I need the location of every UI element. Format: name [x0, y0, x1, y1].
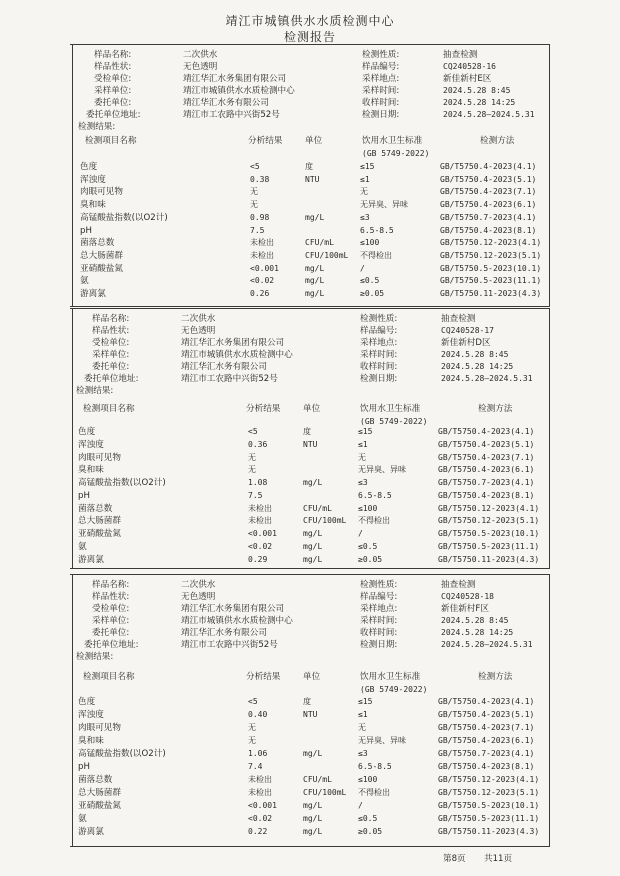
label-client-address: 委托单位地址:	[84, 640, 139, 650]
col-header-item: 检测项目名称	[85, 136, 137, 146]
row-item: 高锰酸盐指数(以O2计)	[78, 749, 166, 759]
label-sampling-time: 采样时间:	[360, 616, 398, 626]
row-unit: mg/L	[303, 478, 323, 487]
row-result: 0.98	[250, 213, 270, 222]
label-sample-name: 样品名称:	[92, 314, 130, 324]
value-test-date: 2024.5.28—2024.5.31	[441, 374, 533, 383]
label-sampling-unit: 采样单位:	[92, 616, 130, 626]
label-sampling-site: 采样地点:	[360, 338, 398, 348]
label-sample-props: 样品性状:	[94, 62, 132, 72]
row-result: 0.29	[248, 555, 268, 564]
row-item: pH	[78, 491, 90, 501]
row-unit: 度	[303, 427, 311, 436]
row-item: 亚硝酸盐氮	[78, 529, 121, 539]
col-header-standard-ref: (GB 5749-2022)	[362, 149, 430, 158]
row-method: GB/T5750.5-2023(11.1)	[438, 542, 540, 551]
row-unit: mg/L	[303, 801, 323, 810]
label-client-unit: 委托单位:	[92, 362, 130, 372]
value-client-unit: 靖江华汇水务有限公司	[181, 362, 267, 372]
row-standard: ≤0.5	[358, 814, 378, 823]
col-header-method: 检测方法	[478, 672, 513, 682]
row-unit: CFU/100mL	[303, 788, 347, 797]
label-receipt-time: 收样时间:	[362, 98, 400, 108]
row-method: GB/T5750.5-2023(11.1)	[440, 276, 542, 285]
row-item: 色度	[78, 697, 96, 707]
label-inspected-unit: 受检单位:	[92, 338, 130, 348]
label-results: 检测结果:	[78, 122, 116, 132]
col-header-standard-ref: (GB 5749-2022)	[360, 417, 428, 426]
row-standard: ≥0.05	[358, 827, 383, 836]
row-standard: ≤3	[358, 478, 368, 487]
label-receipt-time: 收样时间:	[360, 362, 398, 372]
row-unit: 度	[303, 697, 311, 706]
col-header-result: 分析结果	[246, 672, 281, 682]
label-inspected-unit: 受检单位:	[94, 74, 132, 84]
value-sampling-unit: 靖江市城镇供水水质检测中心	[183, 86, 295, 96]
row-standard: /	[358, 801, 363, 810]
row-result: <0.001	[248, 529, 277, 538]
row-item: 臭和味	[78, 736, 104, 746]
label-test-date: 检测日期:	[362, 110, 400, 120]
page-number: 第8页	[443, 854, 466, 864]
row-standard: 无	[358, 453, 366, 462]
row-method: GB/T5750.4-2023(8.1)	[440, 226, 537, 235]
label-receipt-time: 收样时间:	[360, 628, 398, 638]
row-method: GB/T5750.12-2023(4.1)	[438, 504, 540, 513]
row-item: 浑浊度	[80, 175, 106, 185]
col-header-result: 分析结果	[246, 404, 281, 414]
row-result: 0.38	[250, 175, 270, 184]
row-method: GB/T5750.4-2023(4.1)	[440, 162, 537, 171]
row-standard: 不得检出	[360, 251, 392, 260]
row-item: 菌落总数	[78, 775, 113, 785]
row-unit: mg/L	[305, 276, 325, 285]
row-unit: mg/L	[303, 529, 323, 538]
col-header-unit: 单位	[303, 672, 321, 682]
row-unit: CFU/mL	[303, 504, 332, 513]
label-sample-name: 样品名称:	[94, 50, 132, 60]
row-item: 总大肠菌群	[78, 788, 121, 798]
row-result: <0.02	[250, 276, 275, 285]
row-method: GB/T5750.7-2023(4.1)	[440, 213, 537, 222]
row-result: 未检出	[248, 788, 272, 797]
row-item: 肉眼可见物	[80, 187, 123, 197]
section-right-rule	[549, 574, 550, 846]
label-client-address: 委托单位地址:	[86, 110, 141, 120]
label-test-date: 检测日期:	[360, 640, 398, 650]
row-standard: 无	[360, 187, 368, 196]
row-unit: mg/L	[305, 289, 325, 298]
row-result: 7.5	[250, 226, 265, 235]
row-result: 0.36	[248, 440, 268, 449]
label-test-nature: 检测性质:	[362, 50, 400, 60]
row-result: 未检出	[248, 516, 272, 525]
label-sampling-site: 采样地点:	[360, 604, 398, 614]
row-result: 无	[250, 200, 258, 209]
col-header-standard: 饮用水卫生标准	[360, 672, 421, 682]
col-header-item: 检测项目名称	[83, 404, 135, 414]
row-item: 色度	[78, 427, 96, 437]
row-item: 色度	[80, 162, 98, 172]
col-header-standard: 饮用水卫生标准	[360, 404, 421, 414]
row-result: 未检出	[248, 504, 272, 513]
label-sampling-site: 采样地点:	[362, 74, 400, 84]
value-sample-props: 无色透明	[181, 592, 216, 602]
row-unit: CFU/mL	[303, 775, 332, 784]
row-item: 亚硝酸盐氮	[80, 264, 123, 274]
row-standard: ≤3	[360, 213, 370, 222]
row-unit: mg/L	[303, 542, 323, 551]
row-result: 无	[248, 723, 256, 732]
label-client-unit: 委托单位:	[92, 628, 130, 638]
row-unit: mg/L	[303, 555, 323, 564]
col-header-unit: 单位	[303, 404, 321, 414]
section-right-rule	[549, 44, 550, 306]
row-result: <5	[248, 427, 258, 436]
row-method: GB/T5750.4-2023(6.1)	[440, 200, 537, 209]
value-sample-props: 无色透明	[181, 326, 216, 336]
value-test-nature: 抽查检测	[443, 50, 478, 60]
row-item: 游离氯	[78, 555, 104, 565]
section-left-rule	[72, 44, 73, 306]
row-result: 1.08	[248, 478, 268, 487]
row-standard: /	[358, 529, 363, 538]
row-standard: ≤0.5	[360, 276, 380, 285]
row-item: pH	[78, 762, 90, 772]
row-method: GB/T5750.11-2023(4.3)	[440, 289, 542, 298]
col-header-standard-ref: (GB 5749-2022)	[360, 685, 428, 694]
label-sample-no: 样品编号:	[360, 326, 398, 336]
label-sample-name: 样品名称:	[92, 580, 130, 590]
row-item: 氨	[80, 276, 89, 286]
row-item: 臭和味	[78, 465, 104, 475]
row-unit: NTU	[305, 175, 320, 184]
row-standard: ≤15	[358, 427, 373, 436]
row-item: 总大肠菌群	[80, 251, 123, 261]
row-result: 7.5	[248, 491, 263, 500]
value-sampling-unit: 靖江市城镇供水水质检测中心	[181, 350, 293, 360]
value-sampling-time: 2024.5.28 8:45	[443, 86, 511, 95]
row-result: 0.40	[248, 710, 268, 719]
row-standard: ≤100	[360, 238, 380, 247]
row-standard: ≤15	[358, 697, 373, 706]
document-subtitle: 检测报告	[283, 30, 336, 44]
row-item: 臭和味	[80, 200, 106, 210]
row-standard: 6.5-8.5	[358, 491, 392, 500]
row-result: <0.02	[248, 814, 273, 823]
section-bottom-rule	[70, 568, 550, 569]
label-sample-no: 样品编号:	[360, 592, 398, 602]
row-result: 无	[248, 736, 256, 745]
row-standard: ≤3	[358, 749, 368, 758]
label-test-date: 检测日期:	[360, 374, 398, 384]
row-item: 浑浊度	[78, 710, 104, 720]
value-receipt-time: 2024.5.28 14:25	[441, 628, 514, 637]
row-standard: 不得检出	[358, 788, 390, 797]
value-sample-name: 二次供水	[181, 314, 216, 324]
row-method: GB/T5750.4-2023(5.1)	[438, 710, 535, 719]
row-method: GB/T5750.4-2023(6.1)	[438, 736, 535, 745]
row-unit: CFU/mL	[305, 238, 334, 247]
value-test-date: 2024.5.28—2024.5.31	[443, 110, 535, 119]
row-standard: 无异臭、异味	[358, 736, 406, 745]
page-total: 共11页	[484, 854, 513, 864]
row-unit: NTU	[303, 440, 318, 449]
row-result: 未检出	[250, 238, 274, 247]
col-header-result: 分析结果	[248, 136, 283, 146]
row-method: GB/T5750.4-2023(4.1)	[438, 427, 535, 436]
section-top-rule	[70, 574, 550, 575]
row-unit: mg/L	[303, 827, 323, 836]
section-left-rule	[72, 574, 73, 846]
row-standard: ≤1	[358, 440, 368, 449]
section-right-rule	[549, 308, 550, 568]
row-item: 总大肠菌群	[78, 516, 121, 526]
label-sample-props: 样品性状:	[92, 326, 130, 336]
row-result: 无	[248, 465, 256, 474]
row-standard: ≤100	[358, 775, 378, 784]
row-item: 菌落总数	[78, 504, 113, 514]
label-client-address: 委托单位地址:	[84, 374, 139, 384]
row-unit: 度	[305, 162, 313, 171]
label-client-unit: 委托单位:	[94, 98, 132, 108]
row-item: 游离氯	[80, 289, 106, 299]
section-bottom-rule	[70, 846, 550, 847]
row-method: GB/T5750.12-2023(4.1)	[440, 238, 542, 247]
row-standard: ≤0.5	[358, 542, 378, 551]
row-result: <5	[248, 697, 258, 706]
row-standard: 无异臭、异味	[358, 465, 406, 474]
row-method: GB/T5750.5-2023(11.1)	[438, 814, 540, 823]
row-method: GB/T5750.5-2023(10.1)	[440, 264, 542, 273]
section-bottom-rule	[70, 306, 550, 307]
label-sample-no: 样品编号:	[362, 62, 400, 72]
row-result: 7.4	[248, 762, 263, 771]
row-standard: ≤1	[360, 175, 370, 184]
row-unit: mg/L	[305, 213, 325, 222]
row-method: GB/T5750.7-2023(4.1)	[438, 478, 535, 487]
row-item: 菌落总数	[80, 238, 115, 248]
row-unit: mg/L	[303, 814, 323, 823]
row-standard: 不得检出	[358, 516, 390, 525]
row-unit: mg/L	[305, 264, 325, 273]
value-client-address: 靖江市工农路中兴街52号	[183, 110, 280, 120]
value-sampling-site: 新佳新村D区	[441, 338, 491, 348]
row-method: GB/T5750.4-2023(8.1)	[438, 491, 535, 500]
row-standard: 无	[358, 723, 366, 732]
row-method: GB/T5750.4-2023(7.1)	[440, 187, 537, 196]
row-method: GB/T5750.4-2023(5.1)	[440, 175, 537, 184]
row-standard: 6.5-8.5	[360, 226, 394, 235]
label-results: 检测结果:	[76, 386, 114, 396]
value-inspected-unit: 靖江华汇水务集团有限公司	[181, 604, 285, 614]
col-header-method: 检测方法	[480, 136, 515, 146]
row-method: GB/T5750.4-2023(6.1)	[438, 465, 535, 474]
row-standard: ≥0.05	[360, 289, 385, 298]
value-sampling-site: 新佳新村E区	[443, 74, 492, 84]
row-item: 氨	[78, 542, 87, 552]
col-header-method: 检测方法	[478, 404, 513, 414]
value-sampling-time: 2024.5.28 8:45	[441, 350, 509, 359]
row-unit: CFU/100mL	[303, 516, 347, 525]
col-header-standard: 饮用水卫生标准	[362, 136, 423, 146]
row-result: <0.001	[250, 264, 279, 273]
value-test-date: 2024.5.28—2024.5.31	[441, 640, 533, 649]
row-method: GB/T5750.5-2023(10.1)	[438, 529, 540, 538]
row-item: 肉眼可见物	[78, 453, 121, 463]
value-client-address: 靖江市工农路中兴街52号	[181, 374, 278, 384]
row-result: 0.26	[250, 289, 270, 298]
value-sample-name: 二次供水	[183, 50, 218, 60]
row-result: 0.22	[248, 827, 268, 836]
label-sample-props: 样品性状:	[92, 592, 130, 602]
row-standard: ≥0.05	[358, 555, 383, 564]
section-top-rule	[70, 308, 550, 309]
row-result: 未检出	[250, 251, 274, 260]
row-method: GB/T5750.12-2023(5.1)	[440, 251, 542, 260]
value-receipt-time: 2024.5.28 14:25	[441, 362, 514, 371]
value-test-nature: 抽查检测	[441, 580, 476, 590]
row-item: 游离氯	[78, 827, 104, 837]
row-result: 未检出	[248, 775, 272, 784]
label-sampling-time: 采样时间:	[362, 86, 400, 96]
row-method: GB/T5750.11-2023(4.3)	[438, 555, 540, 564]
value-sampling-site: 新佳新村F区	[441, 604, 489, 614]
row-result: 无	[248, 453, 256, 462]
value-inspected-unit: 靖江华汇水务集团有限公司	[183, 74, 287, 84]
row-item: 高锰酸盐指数(以O2计)	[80, 213, 168, 223]
document-title: 靖江市城镇供水水质检测中心	[225, 14, 395, 28]
row-unit: NTU	[303, 710, 318, 719]
row-standard: ≤100	[358, 504, 378, 513]
row-item: 亚硝酸盐氮	[78, 801, 121, 811]
row-unit: mg/L	[303, 749, 323, 758]
col-header-unit: 单位	[305, 136, 323, 146]
row-result: <0.001	[248, 801, 277, 810]
value-client-unit: 靖江华汇水务有限公司	[183, 98, 269, 108]
value-sample-no: CQ240528-17	[441, 326, 494, 335]
row-method: GB/T5750.4-2023(4.1)	[438, 697, 535, 706]
row-item: 浑浊度	[78, 440, 104, 450]
col-header-item: 检测项目名称	[83, 672, 135, 682]
row-method: GB/T5750.4-2023(7.1)	[438, 723, 535, 732]
row-method: GB/T5750.5-2023(10.1)	[438, 801, 540, 810]
section-left-rule	[72, 308, 73, 568]
label-test-nature: 检测性质:	[360, 314, 398, 324]
label-sampling-unit: 采样单位:	[94, 86, 132, 96]
label-results: 检测结果:	[76, 652, 114, 662]
value-client-unit: 靖江华汇水务有限公司	[181, 628, 267, 638]
label-test-nature: 检测性质:	[360, 580, 398, 590]
row-item: 氨	[78, 814, 87, 824]
row-method: GB/T5750.12-2023(5.1)	[438, 516, 540, 525]
label-sampling-unit: 采样单位:	[92, 350, 130, 360]
row-standard: /	[360, 264, 365, 273]
row-item: 高锰酸盐指数(以O2计)	[78, 478, 166, 488]
value-sample-no: CQ240528-16	[443, 62, 496, 71]
value-test-nature: 抽查检测	[441, 314, 476, 324]
row-method: GB/T5750.4-2023(5.1)	[438, 440, 535, 449]
row-standard: 无异臭、异味	[360, 200, 408, 209]
row-method: GB/T5750.11-2023(4.3)	[438, 827, 540, 836]
section-top-rule	[70, 44, 550, 45]
row-standard: 6.5-8.5	[358, 762, 392, 771]
value-receipt-time: 2024.5.28 14:25	[443, 98, 516, 107]
row-result: <5	[250, 162, 260, 171]
row-method: GB/T5750.12-2023(4.1)	[438, 775, 540, 784]
value-sample-no: CQ240528-18	[441, 592, 494, 601]
row-standard: ≤1	[358, 710, 368, 719]
value-sampling-unit: 靖江市城镇供水水质检测中心	[181, 616, 293, 626]
label-inspected-unit: 受检单位:	[92, 604, 130, 614]
row-method: GB/T5750.4-2023(8.1)	[438, 762, 535, 771]
row-item: pH	[80, 226, 92, 236]
value-sample-props: 无色透明	[183, 62, 218, 72]
row-result: <0.02	[248, 542, 273, 551]
row-item: 肉眼可见物	[78, 723, 121, 733]
row-method: GB/T5750.4-2023(7.1)	[438, 453, 535, 462]
value-inspected-unit: 靖江华汇水务集团有限公司	[181, 338, 285, 348]
row-result: 1.06	[248, 749, 268, 758]
value-sample-name: 二次供水	[181, 580, 216, 590]
row-unit: CFU/100mL	[305, 251, 349, 260]
row-standard: ≤15	[360, 162, 375, 171]
label-sampling-time: 采样时间:	[360, 350, 398, 360]
row-result: 无	[250, 187, 258, 196]
row-method: GB/T5750.12-2023(5.1)	[438, 788, 540, 797]
row-method: GB/T5750.7-2023(4.1)	[438, 749, 535, 758]
value-sampling-time: 2024.5.28 8:45	[441, 616, 509, 625]
value-client-address: 靖江市工农路中兴街52号	[181, 640, 278, 650]
